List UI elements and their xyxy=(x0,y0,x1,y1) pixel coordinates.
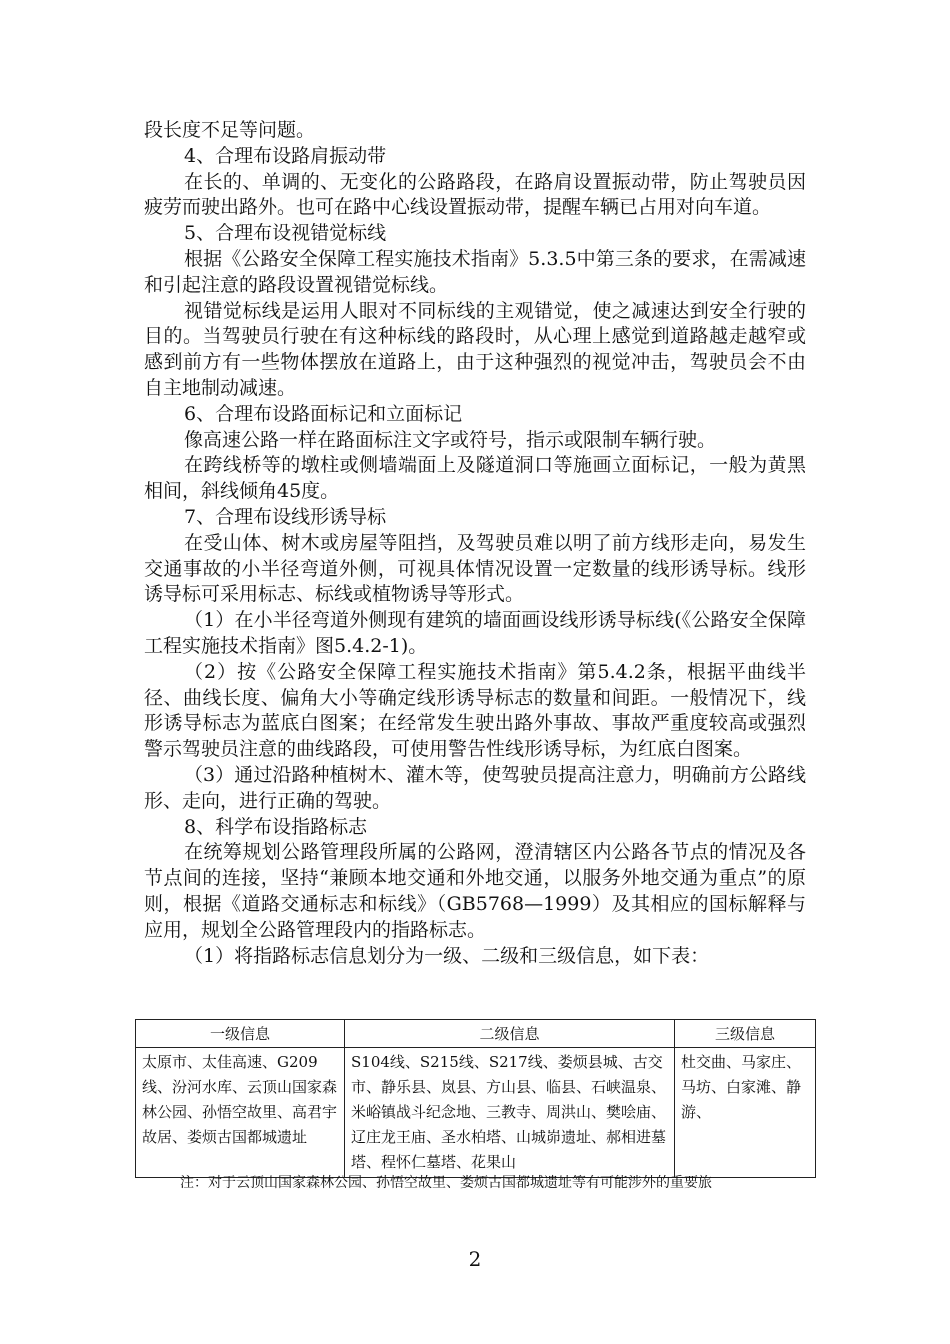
paragraph: （3）通过沿路种植树木、灌木等，使驾驶员提高注意力，明确前方公路线形、走向，进行正确的驾驶。 xyxy=(144,763,806,812)
table-cell: 杜交曲、马家庄、马坊、白家滩、静游、 xyxy=(675,1048,816,1178)
table-header-cell: 三级信息 xyxy=(675,1020,816,1048)
info-levels-table xyxy=(135,1019,816,1178)
paragraph: （2）按《公路安全保障工程实施技术指南》第5.4.2条，根据平曲线半径、曲线长度、偏角大小等确定线形诱导标志的数量和间距。一般情况下，线形诱导标志为蓝底白图案；在经常发生驶出路外事故、事故严重度较高或强烈警示驾驶员注意的曲线路段，可使用警告性线形诱导标，为红底白图案。 xyxy=(144,660,806,761)
paragraph: 视错觉标线是运用人眼对不同标线的主观错觉，使之减速达到安全行驶的目的。当驾驶员行驶在有这种标线的路段时，从心理上感觉到道路越走越窄或感到前方有一些物体摆放在道路上，由于这种强烈的视觉冲击，驾驶员会不由自主地制动减速。 xyxy=(144,299,806,399)
paragraph: 在受山体、树木或房屋等阻挡，及驾驶员难以明了前方线形走向，易发生交通事故的小半径弯道外侧，可视具体情况设置一定数量的线形诱导标。线形诱导标可采用标志、标线或植物诱导等形式。 xyxy=(144,531,806,606)
table-header-cell: 一级信息 xyxy=(136,1020,345,1048)
table-row xyxy=(136,1048,816,1178)
paragraph-table-intro: （1）将指路标志信息划分为一级、二级和三级信息，如下表： xyxy=(184,944,710,967)
section-heading-4: 4、合理布设路肩振动带 xyxy=(184,144,387,167)
table-cell: S104线、S215线、S217线、娄烦县城、古交市、静乐县、岚县、方山县、临县、石峡温泉、米峪镇战斗纪念地、三教寺、周洪山、樊哙庙、辽庄龙王庙、圣水柏塔、山城峁遗址、郝相进墓塔、程怀仁墓塔、花果山 xyxy=(345,1048,675,1178)
table-header-row xyxy=(136,1020,816,1048)
table-cell: 太原市、太佳高速、G209线、汾河水库、云顶山国家森林公园、孙悟空故里、高君宇故居、娄烦古国都城遗址 xyxy=(136,1048,345,1178)
section-heading-8: 8、科学布设指路标志 xyxy=(184,815,368,838)
body-text xyxy=(144,118,806,969)
section-heading-7: 7、合理布设线形诱导标 xyxy=(184,505,387,528)
paragraph-continuation: 段长度不足等问题。 xyxy=(144,119,316,141)
page-number: 2 xyxy=(468,1247,482,1271)
paragraph: 根据《公路安全保障工程实施技术指南》5.3.5中第三条的要求，在需减速和引起注意的路段设置视错觉标线。 xyxy=(144,247,806,296)
paragraph: 在长的、单调的、无变化的公路路段，在路肩设置振动带，防止驾驶员因疲劳而驶出路外。也可在路中心线设置振动带，提醒车辆已占用对向车道。 xyxy=(144,170,806,219)
table-header-cell: 二级信息 xyxy=(345,1020,675,1048)
section-heading-5: 5、合理布设视错觉标线 xyxy=(184,222,387,245)
paragraph: 在跨线桥等的墩柱或侧墙端面上及隧道洞口等施画立面标记，一般为黄黑相间，斜线倾角45度。 xyxy=(144,454,806,503)
paragraph: 像高速公路一样在路面标注文字或符号，指示或限制车辆行驶。 xyxy=(184,428,717,451)
paragraph: 在统筹规划公路管理段所属的公路网，澄清辖区内公路各节点的情况及各节点间的连接，坚持“兼顾本地交通和外地交通，以服务外地交通为重点”的原则，根据《道路交通标志和标线》（GB5768—1999）及其相应的国标解释与应用，规划全公路管理段内的指路标志。 xyxy=(144,841,806,941)
info-table-wrapper xyxy=(135,1019,815,1178)
paragraph: （1）在小半径弯道外侧现有建筑的墙面画设线形诱导标线(《公路安全保障工程实施技术指南》图5.4.2-1)。 xyxy=(144,609,806,657)
table-note: 注：对于云顶山国家森林公园、孙悟空故里、娄烦古国都城遗址等有可能涉外的重要旅 xyxy=(180,1175,712,1191)
section-heading-6: 6、合理布设路面标记和立面标记 xyxy=(184,402,463,425)
